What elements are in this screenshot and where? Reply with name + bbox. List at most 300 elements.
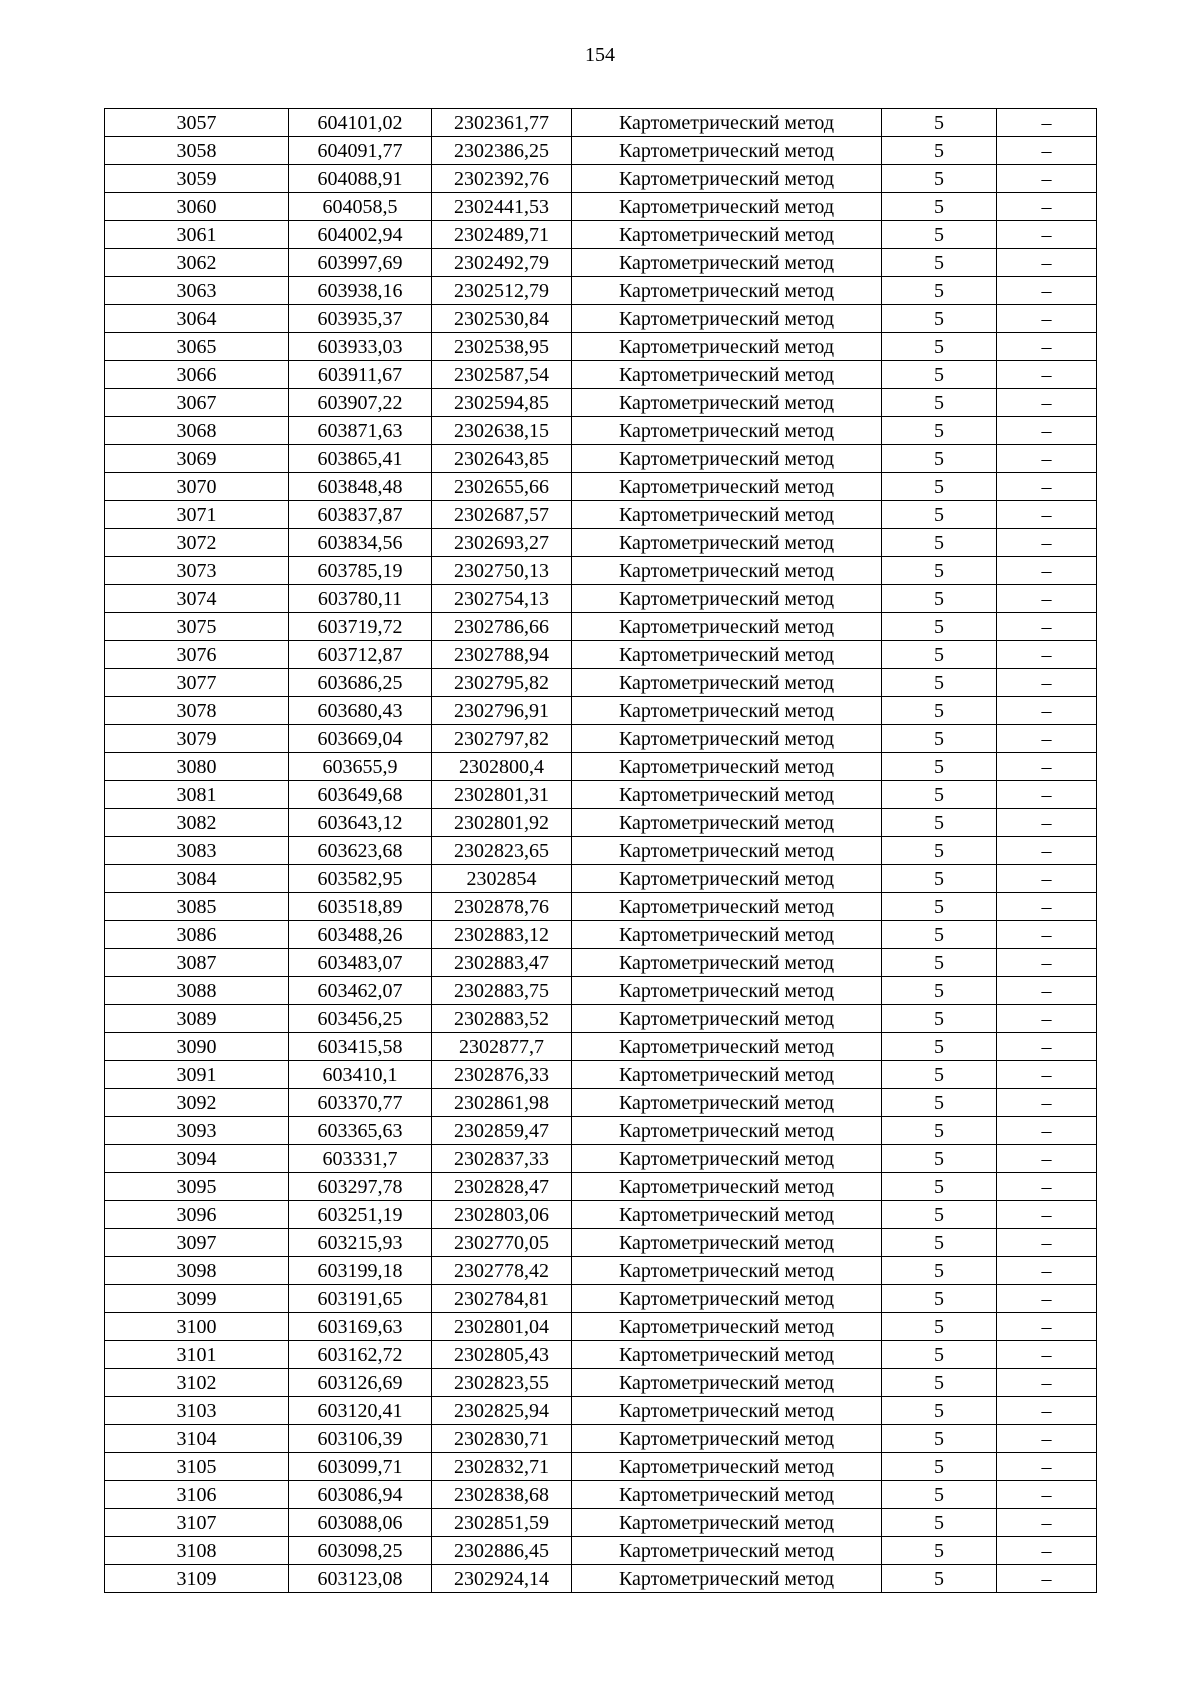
method-cell: Картометрический метод bbox=[572, 165, 882, 193]
description-cell: – bbox=[997, 557, 1097, 585]
y-coordinate-cell: 2302883,47 bbox=[432, 949, 572, 977]
description-cell: – bbox=[997, 1425, 1097, 1453]
table-row bbox=[105, 949, 1097, 977]
method-cell: Картометрический метод bbox=[572, 1481, 882, 1509]
table-row bbox=[105, 473, 1097, 501]
table-row bbox=[105, 557, 1097, 585]
y-coordinate-cell: 2302750,13 bbox=[432, 557, 572, 585]
description-cell: – bbox=[997, 1089, 1097, 1117]
accuracy-cell: 5 bbox=[882, 417, 997, 445]
method-cell: Картометрический метод bbox=[572, 249, 882, 277]
y-coordinate-cell: 2302754,13 bbox=[432, 585, 572, 613]
y-coordinate-cell: 2302823,55 bbox=[432, 1369, 572, 1397]
description-cell: – bbox=[997, 977, 1097, 1005]
table-row bbox=[105, 725, 1097, 753]
y-coordinate-cell: 2302530,84 bbox=[432, 305, 572, 333]
x-coordinate-cell: 603088,06 bbox=[289, 1509, 432, 1537]
y-coordinate-cell: 2302801,04 bbox=[432, 1313, 572, 1341]
y-coordinate-cell: 2302797,82 bbox=[432, 725, 572, 753]
description-cell: – bbox=[997, 305, 1097, 333]
y-coordinate-cell: 2302386,25 bbox=[432, 137, 572, 165]
table-row bbox=[105, 1145, 1097, 1173]
y-coordinate-cell: 2302784,81 bbox=[432, 1285, 572, 1313]
accuracy-cell: 5 bbox=[882, 1285, 997, 1313]
y-coordinate-cell: 2302886,45 bbox=[432, 1537, 572, 1565]
table-row bbox=[105, 1229, 1097, 1257]
table-row bbox=[105, 1285, 1097, 1313]
method-cell: Картометрический метод bbox=[572, 1285, 882, 1313]
method-cell: Картометрический метод bbox=[572, 1257, 882, 1285]
table-row bbox=[105, 1509, 1097, 1537]
accuracy-cell: 5 bbox=[882, 1005, 997, 1033]
accuracy-cell: 5 bbox=[882, 1229, 997, 1257]
description-cell: – bbox=[997, 697, 1097, 725]
accuracy-cell: 5 bbox=[882, 1425, 997, 1453]
point-number-cell: 3079 bbox=[105, 725, 289, 753]
description-cell: – bbox=[997, 137, 1097, 165]
method-cell: Картометрический метод bbox=[572, 1453, 882, 1481]
method-cell: Картометрический метод bbox=[572, 1369, 882, 1397]
description-cell: – bbox=[997, 1481, 1097, 1509]
table-row bbox=[105, 1453, 1097, 1481]
accuracy-cell: 5 bbox=[882, 1173, 997, 1201]
description-cell: – bbox=[997, 1397, 1097, 1425]
point-number-cell: 3071 bbox=[105, 501, 289, 529]
description-cell: – bbox=[997, 725, 1097, 753]
table-row bbox=[105, 1481, 1097, 1509]
accuracy-cell: 5 bbox=[882, 697, 997, 725]
accuracy-cell: 5 bbox=[882, 893, 997, 921]
method-cell: Картометрический метод bbox=[572, 977, 882, 1005]
y-coordinate-cell: 2302924,14 bbox=[432, 1565, 572, 1593]
y-coordinate-cell: 2302837,33 bbox=[432, 1145, 572, 1173]
point-number-cell: 3102 bbox=[105, 1369, 289, 1397]
x-coordinate-cell: 603911,67 bbox=[289, 361, 432, 389]
description-cell: – bbox=[997, 753, 1097, 781]
method-cell: Картометрический метод bbox=[572, 109, 882, 137]
accuracy-cell: 5 bbox=[882, 725, 997, 753]
point-number-cell: 3101 bbox=[105, 1341, 289, 1369]
point-number-cell: 3106 bbox=[105, 1481, 289, 1509]
y-coordinate-cell: 2302643,85 bbox=[432, 445, 572, 473]
x-coordinate-cell: 603907,22 bbox=[289, 389, 432, 417]
y-coordinate-cell: 2302803,06 bbox=[432, 1201, 572, 1229]
description-cell: – bbox=[997, 837, 1097, 865]
point-number-cell: 3082 bbox=[105, 809, 289, 837]
accuracy-cell: 5 bbox=[882, 949, 997, 977]
method-cell: Картометрический метод bbox=[572, 893, 882, 921]
method-cell: Картометрический метод bbox=[572, 1425, 882, 1453]
description-cell: – bbox=[997, 1257, 1097, 1285]
point-number-cell: 3090 bbox=[105, 1033, 289, 1061]
accuracy-cell: 5 bbox=[882, 557, 997, 585]
description-cell: – bbox=[997, 893, 1097, 921]
accuracy-cell: 5 bbox=[882, 1145, 997, 1173]
y-coordinate-cell: 2302638,15 bbox=[432, 417, 572, 445]
point-number-cell: 3061 bbox=[105, 221, 289, 249]
table-row bbox=[105, 1369, 1097, 1397]
point-number-cell: 3087 bbox=[105, 949, 289, 977]
point-number-cell: 3093 bbox=[105, 1117, 289, 1145]
method-cell: Картометрический метод bbox=[572, 417, 882, 445]
accuracy-cell: 5 bbox=[882, 865, 997, 893]
method-cell: Картометрический метод bbox=[572, 753, 882, 781]
accuracy-cell: 5 bbox=[882, 1201, 997, 1229]
table-row bbox=[105, 809, 1097, 837]
y-coordinate-cell: 2302832,71 bbox=[432, 1453, 572, 1481]
x-coordinate-cell: 604002,94 bbox=[289, 221, 432, 249]
x-coordinate-cell: 603098,25 bbox=[289, 1537, 432, 1565]
description-cell: – bbox=[997, 1229, 1097, 1257]
point-number-cell: 3088 bbox=[105, 977, 289, 1005]
method-cell: Картометрический метод bbox=[572, 1509, 882, 1537]
point-number-cell: 3076 bbox=[105, 641, 289, 669]
table-row bbox=[105, 193, 1097, 221]
point-number-cell: 3089 bbox=[105, 1005, 289, 1033]
table-row bbox=[105, 1173, 1097, 1201]
point-number-cell: 3074 bbox=[105, 585, 289, 613]
x-coordinate-cell: 603837,87 bbox=[289, 501, 432, 529]
description-cell: – bbox=[997, 529, 1097, 557]
description-cell: – bbox=[997, 445, 1097, 473]
y-coordinate-cell: 2302795,82 bbox=[432, 669, 572, 697]
method-cell: Картометрический метод bbox=[572, 1089, 882, 1117]
method-cell: Картометрический метод bbox=[572, 1229, 882, 1257]
x-coordinate-cell: 603123,08 bbox=[289, 1565, 432, 1593]
method-cell: Картометрический метод bbox=[572, 669, 882, 697]
accuracy-cell: 5 bbox=[882, 445, 997, 473]
y-coordinate-cell: 2302883,52 bbox=[432, 1005, 572, 1033]
description-cell: – bbox=[997, 1201, 1097, 1229]
x-coordinate-cell: 603649,68 bbox=[289, 781, 432, 809]
description-cell: – bbox=[997, 193, 1097, 221]
table-row bbox=[105, 1117, 1097, 1145]
method-cell: Картометрический метод bbox=[572, 529, 882, 557]
x-coordinate-cell: 604101,02 bbox=[289, 109, 432, 137]
method-cell: Картометрический метод bbox=[572, 501, 882, 529]
point-number-cell: 3058 bbox=[105, 137, 289, 165]
x-coordinate-cell: 603199,18 bbox=[289, 1257, 432, 1285]
description-cell: – bbox=[997, 949, 1097, 977]
y-coordinate-cell: 2302770,05 bbox=[432, 1229, 572, 1257]
y-coordinate-cell: 2302878,76 bbox=[432, 893, 572, 921]
accuracy-cell: 5 bbox=[882, 193, 997, 221]
x-coordinate-cell: 603871,63 bbox=[289, 417, 432, 445]
point-number-cell: 3091 bbox=[105, 1061, 289, 1089]
accuracy-cell: 5 bbox=[882, 1537, 997, 1565]
method-cell: Картометрический метод bbox=[572, 725, 882, 753]
y-coordinate-cell: 2302851,59 bbox=[432, 1509, 572, 1537]
description-cell: – bbox=[997, 221, 1097, 249]
y-coordinate-cell: 2302876,33 bbox=[432, 1061, 572, 1089]
x-coordinate-cell: 603106,39 bbox=[289, 1425, 432, 1453]
point-number-cell: 3066 bbox=[105, 361, 289, 389]
x-coordinate-cell: 603410,1 bbox=[289, 1061, 432, 1089]
accuracy-cell: 5 bbox=[882, 277, 997, 305]
point-number-cell: 3105 bbox=[105, 1453, 289, 1481]
x-coordinate-cell: 603462,07 bbox=[289, 977, 432, 1005]
accuracy-cell: 5 bbox=[882, 109, 997, 137]
y-coordinate-cell: 2302854 bbox=[432, 865, 572, 893]
accuracy-cell: 5 bbox=[882, 837, 997, 865]
table-row bbox=[105, 277, 1097, 305]
method-cell: Картометрический метод bbox=[572, 1565, 882, 1593]
y-coordinate-cell: 2302800,4 bbox=[432, 753, 572, 781]
method-cell: Картометрический метод bbox=[572, 193, 882, 221]
point-number-cell: 3070 bbox=[105, 473, 289, 501]
point-number-cell: 3107 bbox=[105, 1509, 289, 1537]
point-number-cell: 3060 bbox=[105, 193, 289, 221]
table-row bbox=[105, 1537, 1097, 1565]
point-number-cell: 3084 bbox=[105, 865, 289, 893]
accuracy-cell: 5 bbox=[882, 333, 997, 361]
description-cell: – bbox=[997, 781, 1097, 809]
description-cell: – bbox=[997, 1117, 1097, 1145]
accuracy-cell: 5 bbox=[882, 1033, 997, 1061]
y-coordinate-cell: 2302823,65 bbox=[432, 837, 572, 865]
table-row bbox=[105, 1033, 1097, 1061]
accuracy-cell: 5 bbox=[882, 613, 997, 641]
method-cell: Картометрический метод bbox=[572, 1145, 882, 1173]
method-cell: Картометрический метод bbox=[572, 809, 882, 837]
accuracy-cell: 5 bbox=[882, 389, 997, 417]
table-row bbox=[105, 753, 1097, 781]
method-cell: Картометрический метод bbox=[572, 1173, 882, 1201]
description-cell: – bbox=[997, 1005, 1097, 1033]
x-coordinate-cell: 603655,9 bbox=[289, 753, 432, 781]
x-coordinate-cell: 603370,77 bbox=[289, 1089, 432, 1117]
method-cell: Картометрический метод bbox=[572, 1313, 882, 1341]
x-coordinate-cell: 603215,93 bbox=[289, 1229, 432, 1257]
y-coordinate-cell: 2302655,66 bbox=[432, 473, 572, 501]
x-coordinate-cell: 603834,56 bbox=[289, 529, 432, 557]
y-coordinate-cell: 2302492,79 bbox=[432, 249, 572, 277]
accuracy-cell: 5 bbox=[882, 1313, 997, 1341]
point-number-cell: 3092 bbox=[105, 1089, 289, 1117]
point-number-cell: 3081 bbox=[105, 781, 289, 809]
point-number-cell: 3085 bbox=[105, 893, 289, 921]
y-coordinate-cell: 2302693,27 bbox=[432, 529, 572, 557]
y-coordinate-cell: 2302883,75 bbox=[432, 977, 572, 1005]
description-cell: – bbox=[997, 249, 1097, 277]
table-row bbox=[105, 249, 1097, 277]
y-coordinate-cell: 2302489,71 bbox=[432, 221, 572, 249]
table-row bbox=[105, 837, 1097, 865]
point-number-cell: 3083 bbox=[105, 837, 289, 865]
y-coordinate-cell: 2302838,68 bbox=[432, 1481, 572, 1509]
x-coordinate-cell: 603518,89 bbox=[289, 893, 432, 921]
description-cell: – bbox=[997, 1145, 1097, 1173]
accuracy-cell: 5 bbox=[882, 165, 997, 193]
y-coordinate-cell: 2302361,77 bbox=[432, 109, 572, 137]
coordinates-table-body bbox=[105, 109, 1097, 1593]
x-coordinate-cell: 603162,72 bbox=[289, 1341, 432, 1369]
description-cell: – bbox=[997, 1033, 1097, 1061]
point-number-cell: 3097 bbox=[105, 1229, 289, 1257]
method-cell: Картометрический метод bbox=[572, 557, 882, 585]
point-number-cell: 3065 bbox=[105, 333, 289, 361]
accuracy-cell: 5 bbox=[882, 1061, 997, 1089]
y-coordinate-cell: 2302861,98 bbox=[432, 1089, 572, 1117]
accuracy-cell: 5 bbox=[882, 753, 997, 781]
method-cell: Картометрический метод bbox=[572, 837, 882, 865]
accuracy-cell: 5 bbox=[882, 1089, 997, 1117]
description-cell: – bbox=[997, 1313, 1097, 1341]
table-row bbox=[105, 921, 1097, 949]
accuracy-cell: 5 bbox=[882, 249, 997, 277]
x-coordinate-cell: 603191,65 bbox=[289, 1285, 432, 1313]
description-cell: – bbox=[997, 501, 1097, 529]
point-number-cell: 3108 bbox=[105, 1537, 289, 1565]
table-row bbox=[105, 529, 1097, 557]
point-number-cell: 3104 bbox=[105, 1425, 289, 1453]
x-coordinate-cell: 604088,91 bbox=[289, 165, 432, 193]
x-coordinate-cell: 603785,19 bbox=[289, 557, 432, 585]
x-coordinate-cell: 604091,77 bbox=[289, 137, 432, 165]
method-cell: Картометрический метод bbox=[572, 333, 882, 361]
x-coordinate-cell: 603582,95 bbox=[289, 865, 432, 893]
y-coordinate-cell: 2302392,76 bbox=[432, 165, 572, 193]
accuracy-cell: 5 bbox=[882, 641, 997, 669]
description-cell: – bbox=[997, 1285, 1097, 1313]
point-number-cell: 3059 bbox=[105, 165, 289, 193]
point-number-cell: 3080 bbox=[105, 753, 289, 781]
table-row bbox=[105, 641, 1097, 669]
table-row bbox=[105, 1201, 1097, 1229]
x-coordinate-cell: 603623,68 bbox=[289, 837, 432, 865]
method-cell: Картометрический метод bbox=[572, 697, 882, 725]
table-row bbox=[105, 333, 1097, 361]
point-number-cell: 3086 bbox=[105, 921, 289, 949]
x-coordinate-cell: 603680,43 bbox=[289, 697, 432, 725]
description-cell: – bbox=[997, 333, 1097, 361]
y-coordinate-cell: 2302778,42 bbox=[432, 1257, 572, 1285]
method-cell: Картометрический метод bbox=[572, 1201, 882, 1229]
point-number-cell: 3096 bbox=[105, 1201, 289, 1229]
point-number-cell: 3094 bbox=[105, 1145, 289, 1173]
method-cell: Картометрический метод bbox=[572, 445, 882, 473]
x-coordinate-cell: 603780,11 bbox=[289, 585, 432, 613]
method-cell: Картометрический метод bbox=[572, 1397, 882, 1425]
table-row bbox=[105, 613, 1097, 641]
x-coordinate-cell: 603643,12 bbox=[289, 809, 432, 837]
accuracy-cell: 5 bbox=[882, 361, 997, 389]
y-coordinate-cell: 2302825,94 bbox=[432, 1397, 572, 1425]
table-row bbox=[105, 165, 1097, 193]
accuracy-cell: 5 bbox=[882, 473, 997, 501]
table-row bbox=[105, 1397, 1097, 1425]
coordinates-table bbox=[104, 108, 1097, 1593]
y-coordinate-cell: 2302877,7 bbox=[432, 1033, 572, 1061]
description-cell: – bbox=[997, 1565, 1097, 1593]
x-coordinate-cell: 603997,69 bbox=[289, 249, 432, 277]
table-row bbox=[105, 417, 1097, 445]
table-row bbox=[105, 865, 1097, 893]
table-row bbox=[105, 697, 1097, 725]
x-coordinate-cell: 603120,41 bbox=[289, 1397, 432, 1425]
x-coordinate-cell: 603848,48 bbox=[289, 473, 432, 501]
table-row bbox=[105, 109, 1097, 137]
accuracy-cell: 5 bbox=[882, 781, 997, 809]
x-coordinate-cell: 603365,63 bbox=[289, 1117, 432, 1145]
table-row bbox=[105, 137, 1097, 165]
accuracy-cell: 5 bbox=[882, 1481, 997, 1509]
description-cell: – bbox=[997, 1453, 1097, 1481]
description-cell: – bbox=[997, 1173, 1097, 1201]
description-cell: – bbox=[997, 165, 1097, 193]
point-number-cell: 3057 bbox=[105, 109, 289, 137]
x-coordinate-cell: 603126,69 bbox=[289, 1369, 432, 1397]
x-coordinate-cell: 603099,71 bbox=[289, 1453, 432, 1481]
x-coordinate-cell: 603686,25 bbox=[289, 669, 432, 697]
x-coordinate-cell: 603669,04 bbox=[289, 725, 432, 753]
method-cell: Картометрический метод bbox=[572, 473, 882, 501]
point-number-cell: 3068 bbox=[105, 417, 289, 445]
point-number-cell: 3103 bbox=[105, 1397, 289, 1425]
x-coordinate-cell: 603297,78 bbox=[289, 1173, 432, 1201]
point-number-cell: 3063 bbox=[105, 277, 289, 305]
accuracy-cell: 5 bbox=[882, 921, 997, 949]
y-coordinate-cell: 2302883,12 bbox=[432, 921, 572, 949]
y-coordinate-cell: 2302828,47 bbox=[432, 1173, 572, 1201]
method-cell: Картометрический метод bbox=[572, 781, 882, 809]
description-cell: – bbox=[997, 389, 1097, 417]
point-number-cell: 3078 bbox=[105, 697, 289, 725]
y-coordinate-cell: 2302859,47 bbox=[432, 1117, 572, 1145]
y-coordinate-cell: 2302801,31 bbox=[432, 781, 572, 809]
method-cell: Картометрический метод bbox=[572, 1033, 882, 1061]
x-coordinate-cell: 603086,94 bbox=[289, 1481, 432, 1509]
table-row bbox=[105, 585, 1097, 613]
table-row bbox=[105, 1257, 1097, 1285]
method-cell: Картометрический метод bbox=[572, 137, 882, 165]
description-cell: – bbox=[997, 585, 1097, 613]
method-cell: Картометрический метод bbox=[572, 865, 882, 893]
method-cell: Картометрический метод bbox=[572, 277, 882, 305]
x-coordinate-cell: 603483,07 bbox=[289, 949, 432, 977]
description-cell: – bbox=[997, 1061, 1097, 1089]
y-coordinate-cell: 2302830,71 bbox=[432, 1425, 572, 1453]
x-coordinate-cell: 603488,26 bbox=[289, 921, 432, 949]
method-cell: Картометрический метод bbox=[572, 1537, 882, 1565]
accuracy-cell: 5 bbox=[882, 809, 997, 837]
page-number: 154 bbox=[585, 44, 615, 66]
point-number-cell: 3099 bbox=[105, 1285, 289, 1313]
description-cell: – bbox=[997, 1537, 1097, 1565]
point-number-cell: 3073 bbox=[105, 557, 289, 585]
method-cell: Картометрический метод bbox=[572, 389, 882, 417]
y-coordinate-cell: 2302594,85 bbox=[432, 389, 572, 417]
x-coordinate-cell: 604058,5 bbox=[289, 193, 432, 221]
table-row bbox=[105, 1565, 1097, 1593]
method-cell: Картометрический метод bbox=[572, 1005, 882, 1033]
point-number-cell: 3075 bbox=[105, 613, 289, 641]
y-coordinate-cell: 2302512,79 bbox=[432, 277, 572, 305]
y-coordinate-cell: 2302796,91 bbox=[432, 697, 572, 725]
method-cell: Картометрический метод bbox=[572, 1341, 882, 1369]
table-row bbox=[105, 501, 1097, 529]
description-cell: – bbox=[997, 277, 1097, 305]
method-cell: Картометрический метод bbox=[572, 613, 882, 641]
accuracy-cell: 5 bbox=[882, 137, 997, 165]
point-number-cell: 3109 bbox=[105, 1565, 289, 1593]
y-coordinate-cell: 2302801,92 bbox=[432, 809, 572, 837]
table-row bbox=[105, 669, 1097, 697]
x-coordinate-cell: 603938,16 bbox=[289, 277, 432, 305]
point-number-cell: 3067 bbox=[105, 389, 289, 417]
table-row bbox=[105, 361, 1097, 389]
point-number-cell: 3072 bbox=[105, 529, 289, 557]
